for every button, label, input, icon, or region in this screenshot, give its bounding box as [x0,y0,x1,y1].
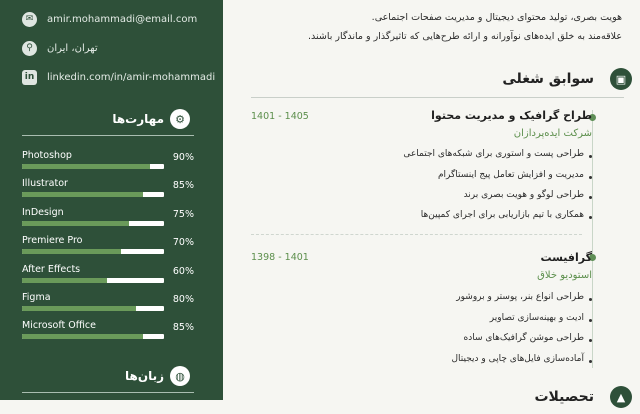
location-text: تهران، ایران [47,42,98,54]
skill-item [22,178,194,200]
skill-bar-fill [22,249,121,254]
skill-item [22,264,194,286]
skill-name: Premiere Pro [22,235,83,246]
experience-title: سوابق شغلی [502,71,594,87]
job-company: استودیو خلاق [537,270,592,281]
skill-bar [22,192,164,197]
skill-bar-fill [22,278,107,283]
skill-name: Photoshop [22,150,72,161]
email-text: amir.mohammadi@email.com [47,13,198,25]
skill-name: Illustrator [22,178,68,189]
skill-bar-fill [22,164,150,169]
job-separator [251,234,582,235]
skill-bar [22,306,164,311]
job-title: گرافیست [540,251,592,264]
job-bullet: مدیریت و افزایش تعامل پیج اینستاگرام [437,170,584,180]
skill-bar [22,334,164,339]
skill-name: After Effects [22,264,81,275]
skill-name: InDesign [22,207,64,218]
education-title: تحصیلات [534,389,594,405]
skill-bar [22,164,164,169]
bullet-dot [589,155,592,158]
skills-section-header [22,109,194,136]
job-bullet: همکاری با تیم بازاریابی برای اجرای کمپین‌ها [420,210,584,220]
timeline-line [592,110,593,368]
sidebar [0,0,223,400]
bullet-dot [589,319,592,322]
skill-item [22,320,194,342]
skill-percent: 80% [172,294,194,305]
skill-name: Figma [22,292,51,303]
job-bullet: طراحی موشن گرافیک‌های ساده [463,333,584,343]
bullet-dot [589,298,592,301]
graduation-cap-icon: ▲ [610,386,632,408]
skill-percent: 70% [172,237,194,248]
linkedin-icon: in [22,70,37,85]
job-bullet: طراحی لوگو و هویت بصری برند [463,190,584,200]
skill-item [22,292,194,314]
job-bullet: آماده‌سازی فایل‌های چاپی و دیجیتال [451,354,584,364]
contact-email[interactable] [22,10,197,28]
job-bullet: طراحی پست و استوری برای شبکه‌های اجتماعی [403,149,584,159]
contact-location [22,39,98,57]
skill-bar-fill [22,306,136,311]
skill-percent: 90% [172,152,194,163]
section-divider [251,97,624,98]
skills-title: مهارت‌ها [112,112,164,126]
job-title: طراح گرافیک و مدیریت محتوا [431,109,592,122]
skill-item [22,150,194,172]
job-date: 1401 - 1405 [251,111,309,122]
skill-bar-fill [22,334,143,339]
profile-text: علاقه‌مند به خلق ایده‌های نوآورانه و ارائه طرح‌هایی که تاثیرگذار و ماندگار باشند. [308,31,622,42]
skill-bar-fill [22,192,143,197]
job-date: 1398 - 1401 [251,252,309,263]
skill-item [22,207,194,229]
contact-linkedin[interactable] [22,68,215,86]
bullet-dot [589,360,592,363]
email-icon: ✉ [22,12,37,27]
skill-name: Microsoft Office [22,320,96,331]
job-company: شرکت ایده‌پردازان [513,128,592,139]
skill-percent: 60% [172,266,194,277]
skill-bar-fill [22,221,129,226]
job-bullet: ادیت و بهینه‌سازی تصاویر [489,313,584,323]
skill-bar [22,278,164,283]
skill-bar [22,249,164,254]
languages-title: زبان‌ها [125,369,164,383]
languages-section-header [22,366,194,393]
linkedin-text: linkedin.com/in/amir-mohammadi [47,71,216,83]
globe-icon: ◍ [170,366,190,386]
skill-bar [22,221,164,226]
bullet-dot [589,339,592,342]
skill-percent: 75% [172,209,194,220]
skill-percent: 85% [172,322,194,333]
gear-icon: ⚙ [170,109,190,129]
skill-percent: 85% [172,180,194,191]
bullet-dot [589,176,592,179]
bullet-dot [589,216,592,219]
skill-item [22,235,194,257]
main-content [223,0,640,405]
bullet-dot [589,196,592,199]
location-icon: ⚲ [22,41,37,56]
briefcase-icon: ▣ [610,68,632,90]
profile-text: هویت بصری، تولید محتوای دیجیتال و مدیریت صفحات اجتماعی. [371,12,622,23]
job-bullet: طراحی انواع بنر، پوستر و بروشور [456,292,584,302]
